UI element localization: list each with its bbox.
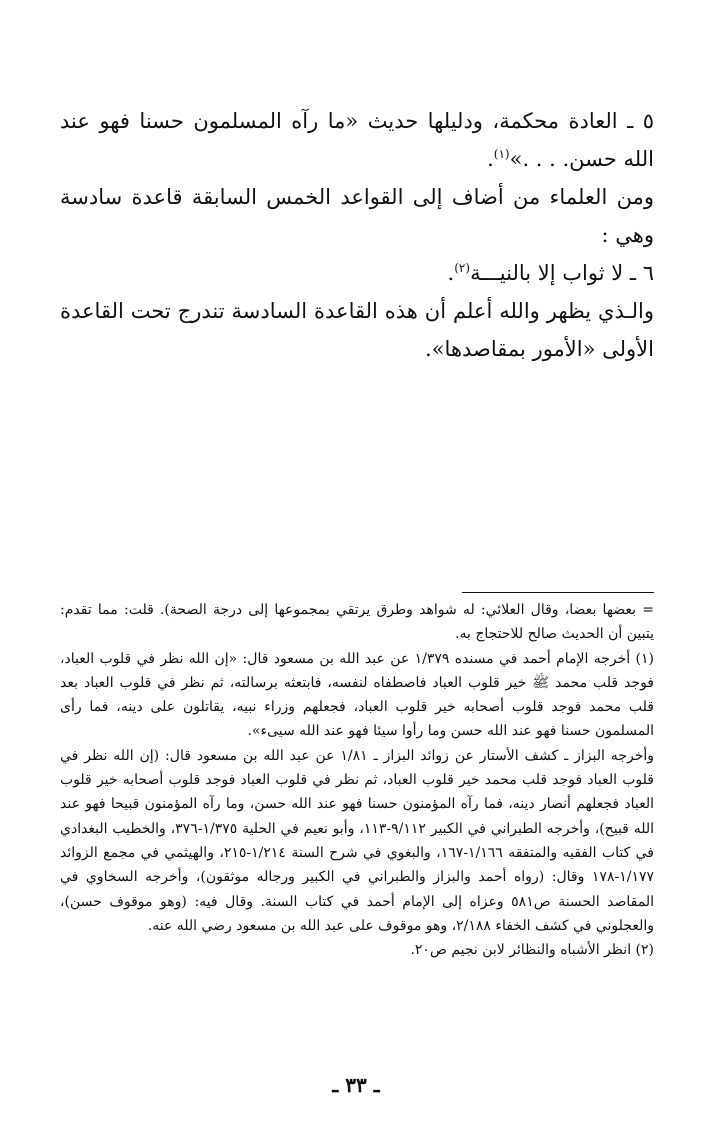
footnote-divider	[462, 592, 654, 593]
page-number: ـ ٣٣ ـ	[332, 1073, 380, 1097]
rule-5-paragraph	[60, 102, 654, 178]
rule-5-text: ٥ ـ العادة محكمة، ودليلها حديث «ما رآه المسلمون حسنا فهو عند الله حسن. . . .»	[60, 109, 654, 171]
rule-6-text: ٦ ـ لا ثواب إلا بالنيـــة	[470, 261, 654, 285]
intro-paragraph: ومن العلماء من أضاف إلى القواعد الخمس السابقة قاعدة سادسة وهي :	[60, 185, 654, 247]
footnotes	[60, 598, 654, 962]
footnote-2: (٢) انظر الأشباه والنظائر لابن نجيم ص٢٠.	[410, 942, 654, 959]
footnote-1: (١) أخرجه الإمام أحمد في مسنده ١/٣٧٩ عن عبد الله بن مسعود قال: «إن الله نظر في قلوب العباد، فوجد قلب محمد ﷺ خير قلوب العباد فاصطفاه لنفسه، فابتعثه برسالته، ثم نظر في قلوب العباد بعد قلب محمد فوجد قلوب أصحابه خير قلوب العباد، فجعلهم وزراء نبيه، يقاتلون على دينه، فما رأى المسلمون حسنا فهو عند الله حسن وما رأوا سيئا فهو عند الله سيىء».	[60, 650, 654, 740]
rule-6-paragraph	[60, 254, 654, 292]
main-text	[60, 102, 654, 368]
rule-5-end: .	[487, 147, 494, 171]
rule-6-end: .	[447, 261, 455, 285]
footnote-ref-1: (١)	[493, 147, 510, 161]
footnote-1-continued: وأخرجه البزاز ـ كشف الأستار عن زوائد البزاز ـ ١/٨١ عن عبد الله بن مسعود قال: (إن الله نظر في قلوب العباد فوجد قلب محمد خير قلوب العباد، ثم نظر في قلوب العباد فوجد قلوب أصحابه خير قلوب العباد فجعلهم أنصار دينه، فما رآه المؤمنون حسنا فهو عند الله حسن، وما رآه المؤمنون قبيحا فهو عند الله قبيح)، وأخرجه الطبراني في الكبير ٩/١١٢-١١٣، وأبو نعيم في الحلية ١/٣٧٥-٣٧٦، والخطيب البغدادي في كتاب الفقيه والمتفقه ١/١٦٦-١٦٧، والبغوي في شرح السنة ١/٢١٤-٢١٥، والهيثمي في مجمع الزوائد ١/١٧٧-١٧٨ وقال: (رواه أحمد والبزاز والطبراني في الكبير ورجاله موثقون)، وأخرجه السخاوي في المقاصد الحسنة ص٥٨١ وعزاه إلى الإمام أحمد في كتاب السنة. وقال فيه: (وهو موقوف حسن)، والعجلوني في كشف الخفاء ٢/١٨٨، وهو موقوف على عبد الله بن مسعود رضي الله عنه.	[60, 747, 654, 934]
conclusion-paragraph: والـذي يظهر والله أعلم أن هذه القاعدة السادسة تندرج تحت القاعدة الأولى «الأمور بمقاصدها».	[60, 299, 654, 361]
footnote-continuation: = بعضها بعضا، وقال العلائي: له شواهد وطرق يرتقي بمجموعها إلى درجة الصحة). قلت: مما تقدم: يتبين أن الحديث صالح للاحتجاج به.	[60, 602, 654, 643]
footnote-ref-2: (٢)	[454, 261, 471, 275]
